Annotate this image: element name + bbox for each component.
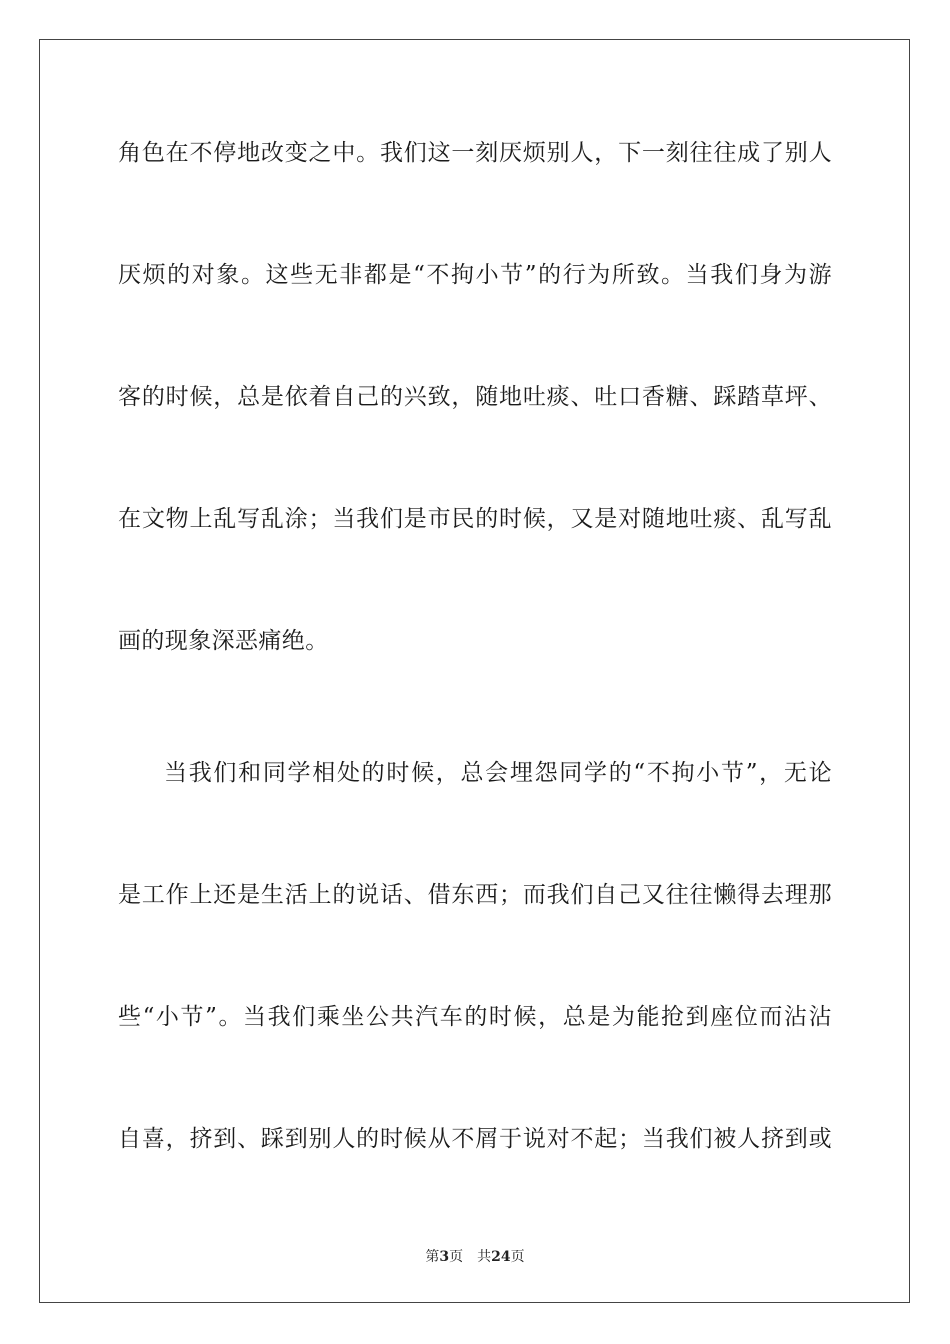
body-text-line-1: 角色在不停地改变之中。我们这一刻厌烦别人，下一刻往往成了别人 xyxy=(118,140,832,166)
total-pages: 24 xyxy=(491,1249,511,1265)
body-text-line-3: 客的时候，总是依着自己的兴致，随地吐痰、吐口香糖、踩踏草坪、 xyxy=(118,384,832,410)
page-suffix: 页 xyxy=(449,1249,464,1265)
page-border xyxy=(39,39,910,1303)
total-suffix: 页 xyxy=(510,1249,525,1265)
body-text-line-8: 些“小节”。当我们乘坐公共汽车的时候，总是为能抢到座位而沾沾 xyxy=(118,1004,832,1030)
page-number: 3 xyxy=(439,1249,450,1265)
body-text-line-7: 是工作上还是生活上的说话、借东西；而我们自己又往往懒得去理那 xyxy=(118,882,832,908)
body-text-line-5: 画的现象深恶痛绝。 xyxy=(118,628,329,654)
total-prefix: 共 xyxy=(477,1249,492,1265)
page-prefix: 第 xyxy=(425,1249,440,1265)
page-footer xyxy=(0,1248,950,1266)
body-text-line-9: 自喜，挤到、踩到别人的时候从不屑于说对不起；当我们被人挤到或 xyxy=(118,1126,832,1152)
body-text-line-4: 在文物上乱写乱涂；当我们是市民的时候，又是对随地吐痰、乱写乱 xyxy=(118,506,832,532)
body-text-line-6: 当我们和同学相处的时候，总会埋怨同学的“不拘小节”，无论 xyxy=(164,760,832,786)
body-text-line-2: 厌烦的对象。这些无非都是“不拘小节”的行为所致。当我们身为游 xyxy=(118,262,832,288)
